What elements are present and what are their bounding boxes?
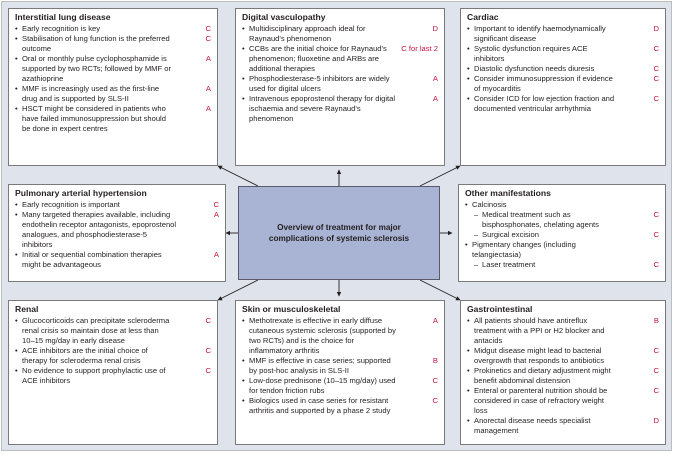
item-text: Methotrexate is effective in early diffuse cutaneous systemic sclerosis (supported by two RCTs) and is the choice for inflammatory arthritis: [249, 316, 396, 355]
list-item: [465, 240, 659, 260]
evidence-grade: C: [653, 74, 659, 83]
item-text: MMF is increasingly used as the first-line drug and is supported by SLS-II: [22, 84, 160, 103]
evidence-grade: C: [205, 316, 211, 325]
center-title: Overview of treatment for major complications of systemic sclerosis: [268, 223, 410, 243]
item-text: Many targeted therapies available, including endothelin receptor antagonists, epoprostenol analogues, and phosphodiesterase-5 inhibitors: [22, 210, 177, 249]
box-renal: [8, 300, 218, 445]
evidence-grade: C: [432, 396, 438, 405]
list-item: [242, 356, 438, 376]
evidence-grade: C: [205, 24, 211, 33]
item-text: Calcinosis: [472, 200, 507, 209]
item-text: No evidence to support prophylactic use of ACE inhibitors: [22, 366, 166, 385]
box-cardiac: [460, 8, 666, 166]
evidence-grade: C: [205, 346, 211, 355]
evidence-grade: C: [653, 366, 659, 375]
item-text: Important to identify haemodynamically significant disease: [474, 24, 606, 43]
evidence-grade: C: [653, 44, 659, 53]
list-item: [242, 316, 438, 356]
arrow-to-cardiac: [420, 166, 460, 186]
box-skin-musculoskeletal: [235, 300, 445, 445]
item-text: Low-dose prednisone (10–15 mg/day) used for tendon friction rubs: [249, 376, 396, 395]
evidence-grade: C: [653, 210, 659, 219]
item-text: HSCT might be considered in patients who have failed immunosuppression but should be done in expert centres: [22, 104, 166, 133]
item-text: Consider immunosuppression if evidence of myocarditis: [474, 74, 613, 93]
item-text: Phosphodiesterase-5 inhibitors are widely used for digital ulcers: [249, 74, 390, 93]
item-text: Biologics used in case series for resistant arthritis and supported by a phase 2 study: [249, 396, 391, 415]
bullet-list: [242, 316, 438, 416]
list-item: [467, 416, 659, 436]
arrow-to-gi: [420, 280, 460, 300]
item-text: Surgical excision: [482, 230, 539, 239]
box-title: Renal: [15, 304, 39, 314]
list-item: [15, 54, 211, 84]
arrow-to-interstitial-lung: [218, 166, 258, 186]
list-item: [15, 366, 211, 386]
list-item: [242, 44, 438, 74]
evidence-grade: A: [205, 54, 211, 63]
bullet-list: [467, 316, 659, 436]
list-item: [15, 84, 211, 104]
evidence-grade: C: [205, 366, 211, 375]
box-gastrointestinal: [460, 300, 666, 445]
list-item: [15, 250, 219, 270]
item-text: Systolic dysfunction requires ACE inhibitors: [474, 44, 588, 63]
list-item: [465, 230, 659, 240]
list-item: [242, 396, 438, 416]
item-text: Initial or sequential combination therapies might be advantageous: [22, 250, 162, 269]
item-text: Laser treatment: [482, 260, 536, 269]
center-overview-box: [238, 186, 440, 280]
evidence-grade: C: [653, 230, 659, 239]
item-text: Intravenous epoprostenol therapy for digital ischaemia and severe Raynaud's phenomenon: [249, 94, 396, 123]
list-item: [242, 376, 438, 396]
item-text: Consider ICD for low ejection fraction and documented ventricular arrhythmia: [474, 94, 615, 113]
evidence-grade: A: [432, 316, 438, 325]
evidence-grade: C: [653, 260, 659, 269]
box-other-manifestations: [458, 184, 666, 282]
list-item: [15, 24, 211, 34]
evidence-grade: A: [432, 94, 438, 103]
item-text: Early recognition is important: [22, 200, 120, 209]
item-text: Anorectal disease needs specialist management: [474, 416, 591, 435]
list-item: [467, 316, 659, 346]
evidence-grade: A: [213, 210, 219, 219]
list-item: [15, 200, 219, 210]
list-item: [15, 346, 211, 366]
list-item: [467, 366, 659, 386]
list-item: [467, 74, 659, 94]
box-title: Interstitial lung disease: [15, 12, 111, 22]
item-text: Medical treatment such as bisphosphonates, chelating agents: [482, 210, 599, 229]
item-text: Pigmentary changes (including telangiectasia): [472, 240, 576, 259]
list-item: [467, 64, 659, 74]
item-text: Stabilisation of lung function is the preferred outcome: [22, 34, 170, 53]
evidence-grade: D: [653, 24, 659, 33]
evidence-grade: A: [205, 84, 211, 93]
box-digital-vasculopathy: [235, 8, 445, 166]
item-text: Midgut disease might lead to bacterial overgrowth that responds to antibiotics: [474, 346, 605, 365]
list-item: [467, 346, 659, 366]
box-title: Other manifestations: [465, 188, 551, 198]
item-text: Diastolic dysfunction needs diuresis: [474, 64, 595, 73]
evidence-grade: C: [205, 34, 211, 43]
list-item: [465, 260, 659, 270]
list-item: [15, 316, 211, 346]
bullet-list: [15, 316, 211, 386]
list-item: [467, 44, 659, 64]
box-interstitial-lung-disease: [8, 8, 218, 166]
evidence-grade: C: [653, 94, 659, 103]
evidence-grade: B: [653, 316, 659, 325]
item-text: ACE inhibitors are the initial choice of therapy for scleroderma renal crisis: [22, 346, 148, 365]
list-item: [15, 210, 219, 250]
evidence-grade: A: [432, 74, 438, 83]
evidence-grade: C: [213, 200, 219, 209]
box-title: Cardiac: [467, 12, 499, 22]
item-text: Prokinetics and dietary adjustment might benefit abdominal distension: [474, 366, 611, 385]
list-item: [242, 94, 438, 124]
list-item: [242, 74, 438, 94]
arrow-to-renal: [218, 280, 258, 300]
evidence-grade: C: [653, 64, 659, 73]
evidence-grade: B: [432, 356, 438, 365]
evidence-grade: C: [432, 376, 438, 385]
item-text: Glucocorticoids can precipitate scleroderma renal crisis so maintain dose at less than 10–15 mg/day in early disease: [22, 316, 170, 345]
list-item: [15, 104, 211, 134]
list-item: [15, 34, 211, 54]
bullet-list: [465, 200, 659, 270]
evidence-grade: D: [432, 24, 438, 33]
item-text: MMF is effective in case series; supported by post-hoc analysis in SLS-II: [249, 356, 391, 375]
evidence-grade: C: [653, 386, 659, 395]
list-item: [467, 94, 659, 114]
list-item: [465, 200, 659, 210]
box-pulmonary-arterial-hypertension: [8, 184, 226, 282]
item-text: CCBs are the initial choice for Raynaud's phenomenon; fluoxetine and ARBs are additional therapies: [249, 44, 387, 73]
box-title: Pulmonary arterial hypertension: [15, 188, 147, 198]
box-title: Gastrointestinal: [467, 304, 533, 314]
list-item: [467, 386, 659, 416]
bullet-list: [242, 24, 438, 124]
bullet-list: [15, 200, 219, 270]
box-title: Digital vasculopathy: [242, 12, 326, 22]
list-item: [465, 210, 659, 230]
item-text: Enteral or parenteral nutrition should be considered in case of refractory weight loss: [474, 386, 608, 415]
bullet-list: [15, 24, 211, 134]
box-title: Skin or musculoskeletal: [242, 304, 341, 314]
item-text: Early recognition is key: [22, 24, 101, 33]
evidence-grade: D: [653, 416, 659, 425]
item-text: Oral or monthly pulse cyclophosphamide is supported by two RCTs; followed by MMF or azathioprine: [22, 54, 171, 83]
bullet-list: [467, 24, 659, 114]
evidence-grade: A: [213, 250, 219, 259]
list-item: [467, 24, 659, 44]
evidence-grade: A: [205, 104, 211, 113]
list-item: [242, 24, 438, 44]
item-text: Multidisciplinary approach ideal for Raynaud's phenomenon: [249, 24, 366, 43]
evidence-grade: C for last 2: [401, 44, 438, 53]
item-text: All patients should have antireflux treatment with a PPI or H2 blocker and antacids: [474, 316, 605, 345]
evidence-grade: C: [653, 346, 659, 355]
